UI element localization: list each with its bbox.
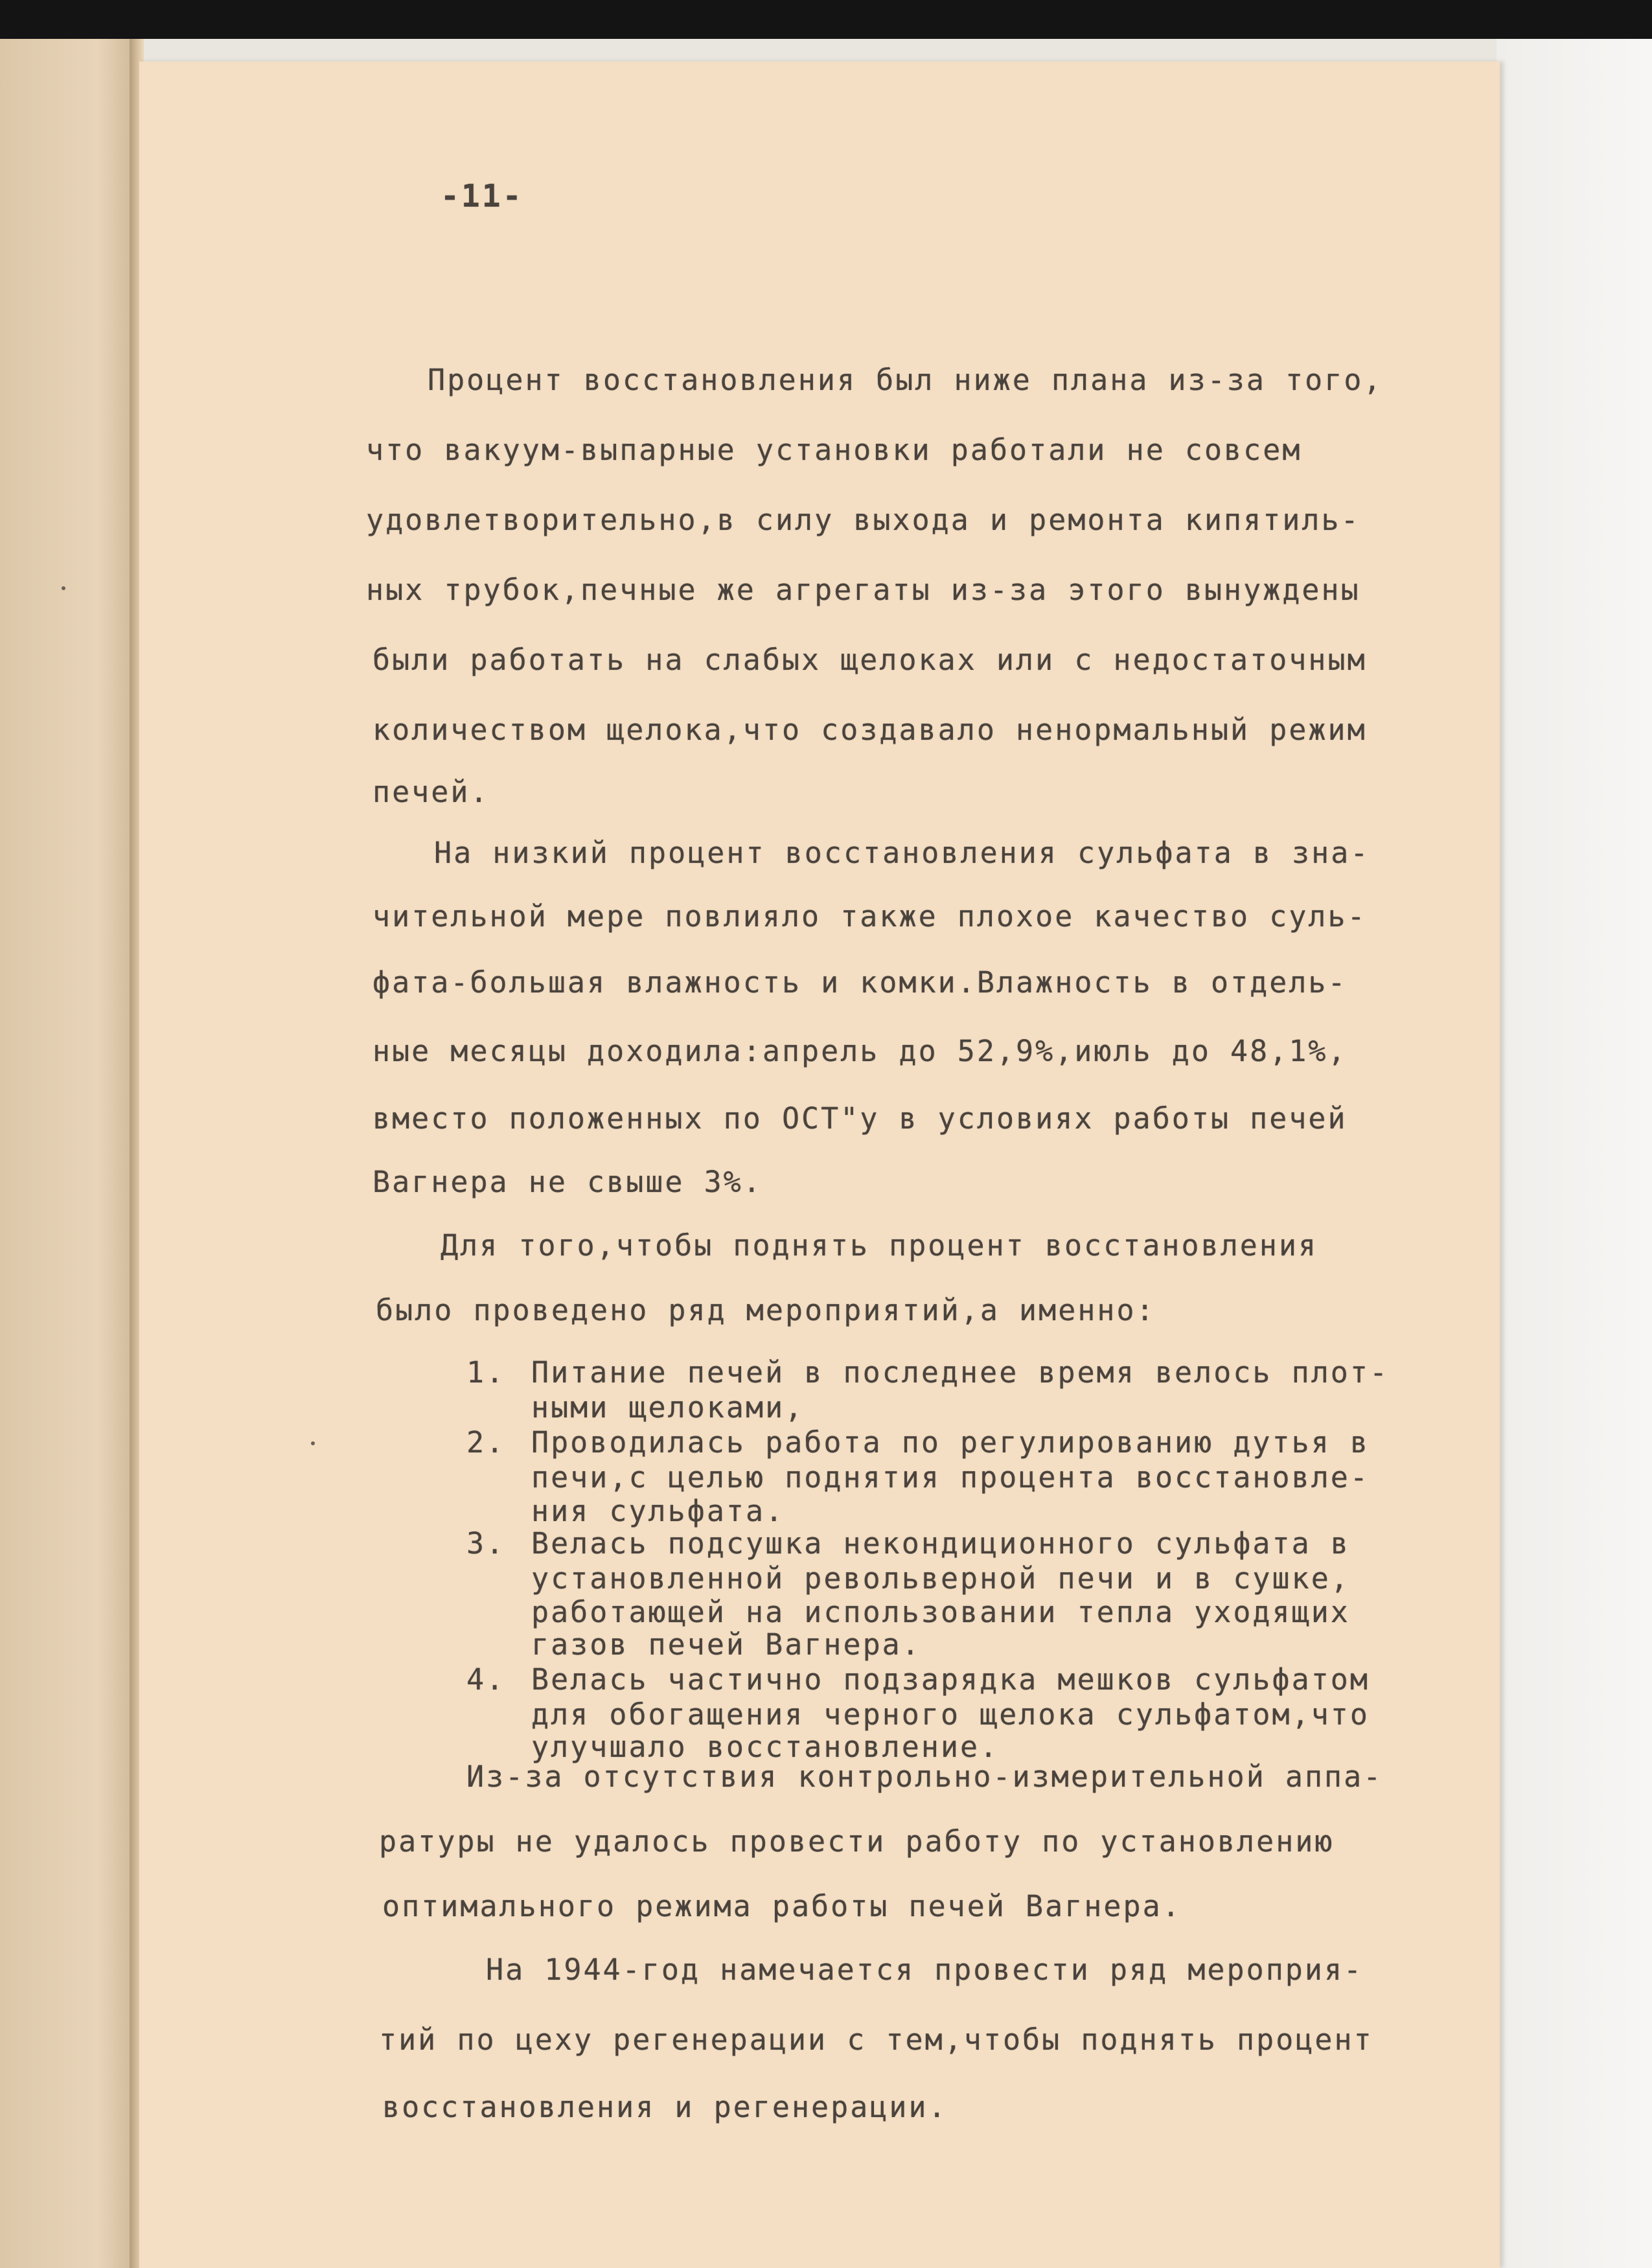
text-line: Вагнера не свыше 3%. — [373, 1165, 763, 1199]
text-line: чительной мере повлияло также плохое качество суль- — [373, 899, 1367, 934]
text-line: ными щелоками, — [531, 1390, 805, 1425]
text-line: печи,с целью поднятия процента восстановле- — [531, 1460, 1370, 1495]
text-line: Питание печей в последнее время велось плот- — [531, 1355, 1390, 1390]
text-line: количеством щелока,что создавало ненормальный режим — [373, 713, 1367, 747]
scanner-bed — [1497, 39, 1652, 2268]
text-line: установленной револьверной печи и в сушке, — [531, 1561, 1350, 1596]
text-line: фата-большая влажность и комки.Влажность в отдель- — [373, 965, 1348, 1000]
text-line: что вакуум-выпарные установки работали не совсем — [366, 433, 1302, 467]
previous-page-leaf — [0, 39, 139, 2268]
list-marker: 3. — [466, 1526, 506, 1561]
text-line: печей. — [373, 775, 490, 809]
text-line: Из-за отсутствия контрольно-измерительной аппа- — [466, 1759, 1383, 1794]
text-line: Велась подсушка некондиционного сульфата в — [531, 1526, 1350, 1561]
text-line: ния сульфата. — [531, 1494, 785, 1528]
text-line: вместо положенных по ОСТ"у в условиях работы печей — [373, 1101, 1348, 1136]
text-line: ратуры не удалось провести работу по установлению — [379, 1824, 1335, 1859]
text-line: ные месяцы доходила:апрель до 52,9%,июль до 48,1%, — [373, 1034, 1348, 1068]
text-line: было проведено ряд мероприятий,а именно: — [376, 1293, 1156, 1327]
list-marker: 1. — [466, 1355, 506, 1390]
text-line: работающей на использовании тепла уходящих — [531, 1595, 1350, 1629]
scanner-top-border — [0, 0, 1652, 39]
text-line: газов печей Вагнера. — [531, 1627, 921, 1662]
text-line: тий по цеху регенерации с тем,чтобы поднять процент — [379, 2022, 1373, 2057]
text-line: для обогащения черного щелока сульфатом,что — [531, 1697, 1370, 1732]
text-line: ных трубок,печные же агрегаты из-за этого вынуждены — [366, 573, 1360, 607]
list-marker: 4. — [466, 1662, 506, 1697]
text-line: улучшало восстановление. — [531, 1730, 1000, 1764]
text-line: Проводилась работа по регулированию дутья в — [531, 1425, 1370, 1460]
text-line: Процент восстановления был ниже плана из-за того, — [428, 363, 1383, 397]
list-marker: 2. — [466, 1425, 506, 1460]
text-line: восстановления и регенерации. — [382, 2090, 948, 2124]
text-line: были работать на слабых щелоках или с недостаточным — [373, 643, 1367, 677]
text-line: удовлетворительно,в силу выхода и ремонта кипятиль- — [366, 503, 1360, 537]
speck — [311, 1441, 315, 1445]
text-line: На 1944-год намечается провести ряд мероприя- — [486, 1953, 1364, 1987]
text-line: оптимального режима работы печей Вагнера. — [382, 1889, 1182, 1923]
text-line: На низкий процент восстановления сульфата в зна- — [434, 836, 1370, 870]
speck — [62, 586, 65, 590]
page-number: -11- — [441, 178, 523, 214]
text-line: Велась частично подзарядка мешков сульфатом — [531, 1662, 1370, 1697]
text-line: Для того,чтобы поднять процент восстановления — [441, 1228, 1318, 1263]
